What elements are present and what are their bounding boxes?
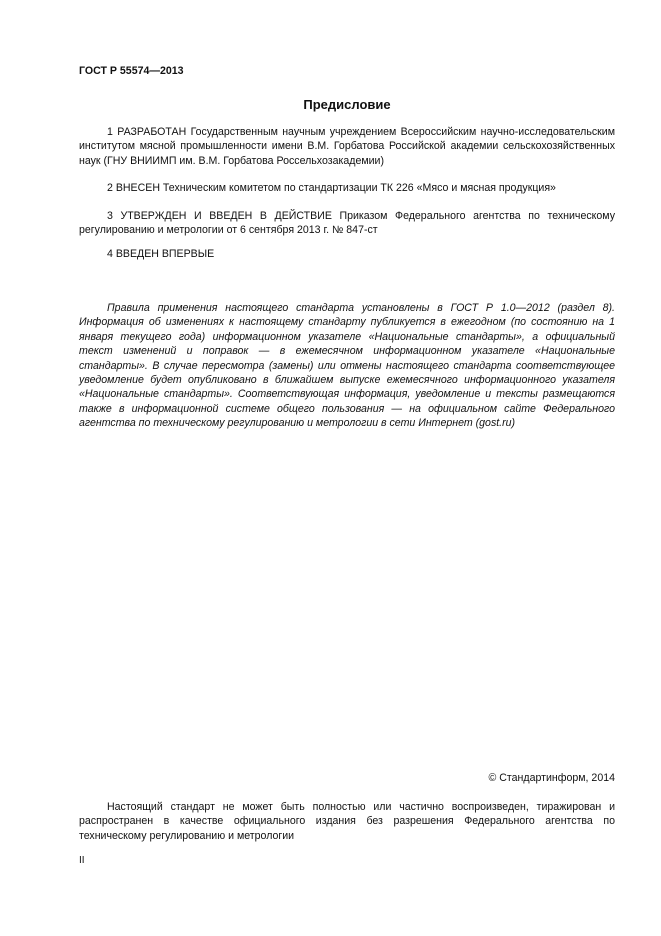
page-title: Предисловие bbox=[303, 97, 391, 112]
document-id-header: ГОСТ Р 55574—2013 bbox=[79, 65, 184, 77]
foreword-item-1: 1 РАЗРАБОТАН Государственным научным учреждением Всероссийским научно-исследовательским институтом мясной промышленности имени В.М. Горбатова Российской академии сельскохозяйственных наук (ГНУ ВНИИМП им. В.М. Горбатова Россельхозакадемии) bbox=[79, 126, 615, 167]
application-notice: Правила применения настоящего стандарта установлены в ГОСТ Р 1.0—2012 (раздел 8). Информация об изменениях к настоящему стандарту публикуется в ежегодном (по состоянию на 1 января текущего года) информационном указателе «Национальные стандарты», а официальный текст изменений и поправок — в ежемесячном информационном указателе «Национальные стандарты». В случае пересмотра (замены) или отмены настоящего стандарта соответствующее уведомление будет опубликовано в ближайшем выпуске ежемесячного информационного указателя «Национальные стандарты». Соответствующая информация, уведомление и тексты размещаются также в информационной системе общего пользования — на официальном сайте Федерального агентства по техническому регулированию и метрологии в сети Интернет (gost.ru) bbox=[79, 302, 615, 430]
foreword-item-3: 3 УТВЕРЖДЕН И ВВЕДЕН В ДЕЙСТВИЕ Приказом Федерального агентства по техническому регулированию и метрологии от 6 сентября 2013 г. № 847-ст bbox=[79, 210, 615, 237]
page-number: II bbox=[79, 855, 85, 866]
foreword-item-4: 4 ВВЕДЕН ВПЕРВЫЕ bbox=[107, 248, 215, 260]
reproduction-notice: Настоящий стандарт не может быть полностью или частично воспроизведен, тиражирован и распространен в качестве официального издания без разрешения Федерального агентства по техническому регулированию и метрологии bbox=[79, 801, 615, 842]
copyright-line: © Стандартинформ, 2014 bbox=[488, 772, 615, 784]
foreword-item-2: 2 ВНЕСЕН Техническим комитетом по стандартизации ТК 226 «Мясо и мясная продукция» bbox=[107, 182, 556, 194]
